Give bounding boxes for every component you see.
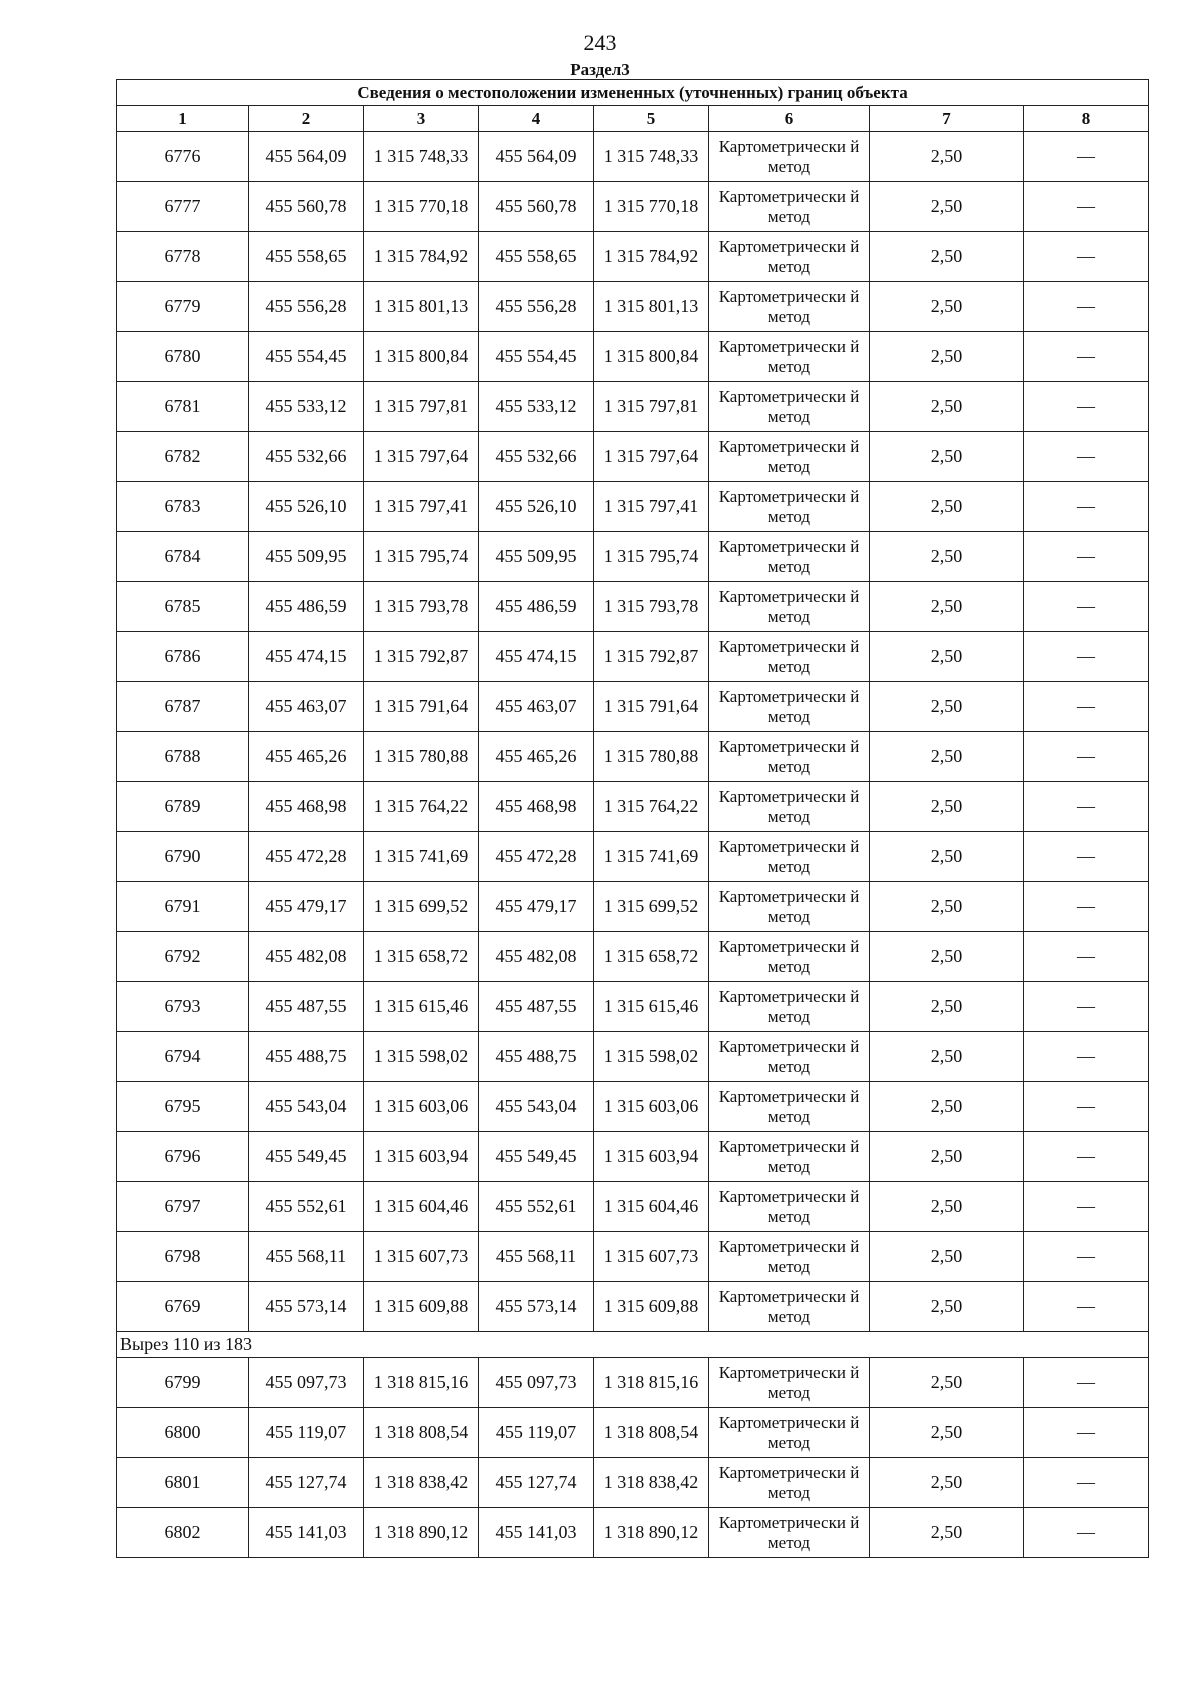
x-existing-cell: 455 560,78 xyxy=(249,182,364,232)
table-row xyxy=(117,1282,1149,1332)
accuracy-cell: 2,50 xyxy=(870,1508,1024,1558)
accuracy-cell: 2,50 xyxy=(870,482,1024,532)
y-refined-cell: 1 318 808,54 xyxy=(594,1408,709,1458)
description-cell: — xyxy=(1024,982,1149,1032)
column-header-row xyxy=(117,106,1149,132)
y-existing-cell: 1 315 607,73 xyxy=(364,1232,479,1282)
y-refined-cell: 1 315 748,33 xyxy=(594,132,709,182)
method-cell: Картометрически й метод xyxy=(709,782,870,832)
table-row xyxy=(117,382,1149,432)
y-existing-cell: 1 318 815,16 xyxy=(364,1358,479,1408)
description-cell: — xyxy=(1024,332,1149,382)
point-number-cell: 6799 xyxy=(117,1358,249,1408)
x-existing-cell: 455 474,15 xyxy=(249,632,364,682)
subsection-row xyxy=(117,1332,1149,1358)
description-cell: — xyxy=(1024,1182,1149,1232)
accuracy-cell: 2,50 xyxy=(870,682,1024,732)
x-refined-cell: 455 533,12 xyxy=(479,382,594,432)
x-existing-cell: 455 463,07 xyxy=(249,682,364,732)
accuracy-cell: 2,50 xyxy=(870,982,1024,1032)
accuracy-cell: 2,50 xyxy=(870,1032,1024,1082)
y-existing-cell: 1 315 770,18 xyxy=(364,182,479,232)
x-refined-cell: 455 463,07 xyxy=(479,682,594,732)
accuracy-cell: 2,50 xyxy=(870,1408,1024,1458)
x-existing-cell: 455 468,98 xyxy=(249,782,364,832)
y-refined-cell: 1 315 780,88 xyxy=(594,732,709,782)
point-number-cell: 6794 xyxy=(117,1032,249,1082)
accuracy-cell: 2,50 xyxy=(870,832,1024,882)
x-existing-cell: 455 472,28 xyxy=(249,832,364,882)
accuracy-cell: 2,50 xyxy=(870,782,1024,832)
x-refined-cell: 455 468,98 xyxy=(479,782,594,832)
x-existing-cell: 455 526,10 xyxy=(249,482,364,532)
table-row xyxy=(117,282,1149,332)
y-refined-cell: 1 318 890,12 xyxy=(594,1508,709,1558)
table-row xyxy=(117,1182,1149,1232)
y-existing-cell: 1 318 808,54 xyxy=(364,1408,479,1458)
y-refined-cell: 1 315 792,87 xyxy=(594,632,709,682)
x-refined-cell: 455 543,04 xyxy=(479,1082,594,1132)
table-caption: Сведения о местоположении измененных (уточненных) границ объекта xyxy=(117,80,1149,106)
description-cell: — xyxy=(1024,132,1149,182)
description-cell: — xyxy=(1024,1282,1149,1332)
x-refined-cell: 455 487,55 xyxy=(479,982,594,1032)
y-existing-cell: 1 315 615,46 xyxy=(364,982,479,1032)
y-refined-cell: 1 315 603,06 xyxy=(594,1082,709,1132)
method-cell: Картометрически й метод xyxy=(709,632,870,682)
x-refined-cell: 455 558,65 xyxy=(479,232,594,282)
description-cell: — xyxy=(1024,232,1149,282)
x-refined-cell: 455 486,59 xyxy=(479,582,594,632)
accuracy-cell: 2,50 xyxy=(870,1182,1024,1232)
point-number-cell: 6778 xyxy=(117,232,249,282)
boundary-coordinates-table xyxy=(116,79,1149,1558)
x-refined-cell: 455 479,17 xyxy=(479,882,594,932)
accuracy-cell: 2,50 xyxy=(870,1132,1024,1182)
x-refined-cell: 455 568,11 xyxy=(479,1232,594,1282)
method-cell: Картометрически й метод xyxy=(709,732,870,782)
method-cell: Картометрически й метод xyxy=(709,1182,870,1232)
x-existing-cell: 455 533,12 xyxy=(249,382,364,432)
point-number-cell: 6788 xyxy=(117,732,249,782)
x-existing-cell: 455 549,45 xyxy=(249,1132,364,1182)
description-cell: — xyxy=(1024,182,1149,232)
y-existing-cell: 1 315 598,02 xyxy=(364,1032,479,1082)
table-row xyxy=(117,732,1149,782)
accuracy-cell: 2,50 xyxy=(870,332,1024,382)
x-existing-cell: 455 141,03 xyxy=(249,1508,364,1558)
description-cell: — xyxy=(1024,682,1149,732)
point-number-cell: 6777 xyxy=(117,182,249,232)
table-row xyxy=(117,532,1149,582)
method-cell: Картометрически й метод xyxy=(709,1508,870,1558)
y-existing-cell: 1 315 609,88 xyxy=(364,1282,479,1332)
column-header: 2 xyxy=(249,106,364,132)
table-row xyxy=(117,1508,1149,1558)
description-cell: — xyxy=(1024,1032,1149,1082)
description-cell: — xyxy=(1024,282,1149,332)
table-row xyxy=(117,1132,1149,1182)
x-refined-cell: 455 482,08 xyxy=(479,932,594,982)
method-cell: Картометрически й метод xyxy=(709,332,870,382)
point-number-cell: 6798 xyxy=(117,1232,249,1282)
x-existing-cell: 455 568,11 xyxy=(249,1232,364,1282)
x-existing-cell: 455 554,45 xyxy=(249,332,364,382)
y-refined-cell: 1 318 815,16 xyxy=(594,1358,709,1408)
section-title: Раздел3 xyxy=(570,60,630,79)
accuracy-cell: 2,50 xyxy=(870,182,1024,232)
y-refined-cell: 1 315 801,13 xyxy=(594,282,709,332)
y-refined-cell: 1 318 838,42 xyxy=(594,1458,709,1508)
method-cell: Картометрически й метод xyxy=(709,232,870,282)
y-existing-cell: 1 315 748,33 xyxy=(364,132,479,182)
y-refined-cell: 1 315 797,41 xyxy=(594,482,709,532)
description-cell: — xyxy=(1024,482,1149,532)
point-number-cell: 6789 xyxy=(117,782,249,832)
table-row xyxy=(117,1408,1149,1458)
x-existing-cell: 455 543,04 xyxy=(249,1082,364,1132)
table-row xyxy=(117,832,1149,882)
description-cell: — xyxy=(1024,382,1149,432)
x-existing-cell: 455 486,59 xyxy=(249,582,364,632)
accuracy-cell: 2,50 xyxy=(870,882,1024,932)
column-header: 7 xyxy=(870,106,1024,132)
x-refined-cell: 455 552,61 xyxy=(479,1182,594,1232)
accuracy-cell: 2,50 xyxy=(870,1232,1024,1282)
y-existing-cell: 1 315 797,41 xyxy=(364,482,479,532)
method-cell: Картометрически й метод xyxy=(709,932,870,982)
y-existing-cell: 1 315 800,84 xyxy=(364,332,479,382)
point-number-cell: 6800 xyxy=(117,1408,249,1458)
table-row xyxy=(117,1458,1149,1508)
description-cell: — xyxy=(1024,832,1149,882)
column-header: 8 xyxy=(1024,106,1149,132)
method-cell: Картометрически й метод xyxy=(709,832,870,882)
page-number: 243 xyxy=(583,30,617,55)
point-number-cell: 6796 xyxy=(117,1132,249,1182)
method-cell: Картометрически й метод xyxy=(709,1358,870,1408)
method-cell: Картометрически й метод xyxy=(709,132,870,182)
accuracy-cell: 2,50 xyxy=(870,1082,1024,1132)
y-existing-cell: 1 315 797,81 xyxy=(364,382,479,432)
description-cell: — xyxy=(1024,632,1149,682)
point-number-cell: 6769 xyxy=(117,1282,249,1332)
description-cell: — xyxy=(1024,1408,1149,1458)
method-cell: Картометрически й метод xyxy=(709,382,870,432)
description-cell: — xyxy=(1024,1508,1149,1558)
method-cell: Картометрически й метод xyxy=(709,482,870,532)
x-existing-cell: 455 564,09 xyxy=(249,132,364,182)
table-row xyxy=(117,982,1149,1032)
x-existing-cell: 455 487,55 xyxy=(249,982,364,1032)
table-row xyxy=(117,1082,1149,1132)
column-header: 6 xyxy=(709,106,870,132)
x-refined-cell: 455 465,26 xyxy=(479,732,594,782)
y-existing-cell: 1 315 658,72 xyxy=(364,932,479,982)
x-existing-cell: 455 488,75 xyxy=(249,1032,364,1082)
x-refined-cell: 455 564,09 xyxy=(479,132,594,182)
table-row xyxy=(117,332,1149,382)
accuracy-cell: 2,50 xyxy=(870,1358,1024,1408)
accuracy-cell: 2,50 xyxy=(870,932,1024,982)
y-refined-cell: 1 315 615,46 xyxy=(594,982,709,1032)
x-existing-cell: 455 558,65 xyxy=(249,232,364,282)
method-cell: Картометрически й метод xyxy=(709,532,870,582)
table-row xyxy=(117,1232,1149,1282)
y-refined-cell: 1 315 609,88 xyxy=(594,1282,709,1332)
x-existing-cell: 455 556,28 xyxy=(249,282,364,332)
y-existing-cell: 1 315 741,69 xyxy=(364,832,479,882)
x-existing-cell: 455 552,61 xyxy=(249,1182,364,1232)
table-row xyxy=(117,1358,1149,1408)
y-refined-cell: 1 315 604,46 xyxy=(594,1182,709,1232)
y-refined-cell: 1 315 741,69 xyxy=(594,832,709,882)
y-existing-cell: 1 315 797,64 xyxy=(364,432,479,482)
y-existing-cell: 1 315 792,87 xyxy=(364,632,479,682)
method-cell: Картометрически й метод xyxy=(709,1082,870,1132)
x-existing-cell: 455 097,73 xyxy=(249,1358,364,1408)
column-header: 5 xyxy=(594,106,709,132)
point-number-cell: 6780 xyxy=(117,332,249,382)
description-cell: — xyxy=(1024,782,1149,832)
method-cell: Картометрически й метод xyxy=(709,682,870,732)
point-number-cell: 6782 xyxy=(117,432,249,482)
y-refined-cell: 1 315 699,52 xyxy=(594,882,709,932)
y-existing-cell: 1 315 699,52 xyxy=(364,882,479,932)
accuracy-cell: 2,50 xyxy=(870,432,1024,482)
table-row xyxy=(117,1032,1149,1082)
x-refined-cell: 455 141,03 xyxy=(479,1508,594,1558)
accuracy-cell: 2,50 xyxy=(870,382,1024,432)
table-caption-row xyxy=(117,80,1149,106)
x-existing-cell: 455 482,08 xyxy=(249,932,364,982)
x-existing-cell: 455 119,07 xyxy=(249,1408,364,1458)
accuracy-cell: 2,50 xyxy=(870,582,1024,632)
y-refined-cell: 1 315 791,64 xyxy=(594,682,709,732)
x-refined-cell: 455 549,45 xyxy=(479,1132,594,1182)
point-number-cell: 6786 xyxy=(117,632,249,682)
y-refined-cell: 1 315 784,92 xyxy=(594,232,709,282)
description-cell: — xyxy=(1024,1458,1149,1508)
column-header: 4 xyxy=(479,106,594,132)
y-refined-cell: 1 315 797,81 xyxy=(594,382,709,432)
method-cell: Картометрически й метод xyxy=(709,1132,870,1182)
description-cell: — xyxy=(1024,582,1149,632)
accuracy-cell: 2,50 xyxy=(870,632,1024,682)
y-refined-cell: 1 315 795,74 xyxy=(594,532,709,582)
table-body xyxy=(117,80,1149,1558)
point-number-cell: 6779 xyxy=(117,282,249,332)
method-cell: Картометрически й метод xyxy=(709,582,870,632)
y-existing-cell: 1 315 603,94 xyxy=(364,1132,479,1182)
x-refined-cell: 455 472,28 xyxy=(479,832,594,882)
point-number-cell: 6781 xyxy=(117,382,249,432)
y-refined-cell: 1 315 770,18 xyxy=(594,182,709,232)
point-number-cell: 6802 xyxy=(117,1508,249,1558)
accuracy-cell: 2,50 xyxy=(870,732,1024,782)
x-refined-cell: 455 509,95 xyxy=(479,532,594,582)
x-existing-cell: 455 532,66 xyxy=(249,432,364,482)
x-refined-cell: 455 554,45 xyxy=(479,332,594,382)
y-refined-cell: 1 315 603,94 xyxy=(594,1132,709,1182)
table-row xyxy=(117,132,1149,182)
column-header: 1 xyxy=(117,106,249,132)
description-cell: — xyxy=(1024,1232,1149,1282)
point-number-cell: 6797 xyxy=(117,1182,249,1232)
table-row xyxy=(117,482,1149,532)
y-existing-cell: 1 315 780,88 xyxy=(364,732,479,782)
table-row xyxy=(117,882,1149,932)
point-number-cell: 6787 xyxy=(117,682,249,732)
accuracy-cell: 2,50 xyxy=(870,132,1024,182)
accuracy-cell: 2,50 xyxy=(870,532,1024,582)
point-number-cell: 6793 xyxy=(117,982,249,1032)
y-existing-cell: 1 315 603,06 xyxy=(364,1082,479,1132)
subsection-title: Вырез 110 из 183 xyxy=(117,1332,1149,1358)
table-row xyxy=(117,432,1149,482)
x-existing-cell: 455 127,74 xyxy=(249,1458,364,1508)
accuracy-cell: 2,50 xyxy=(870,1458,1024,1508)
y-existing-cell: 1 315 604,46 xyxy=(364,1182,479,1232)
x-existing-cell: 455 465,26 xyxy=(249,732,364,782)
x-refined-cell: 455 119,07 xyxy=(479,1408,594,1458)
y-refined-cell: 1 315 658,72 xyxy=(594,932,709,982)
point-number-cell: 6790 xyxy=(117,832,249,882)
y-refined-cell: 1 315 764,22 xyxy=(594,782,709,832)
x-refined-cell: 455 532,66 xyxy=(479,432,594,482)
point-number-cell: 6801 xyxy=(117,1458,249,1508)
method-cell: Картометрически й метод xyxy=(709,1408,870,1458)
x-existing-cell: 455 573,14 xyxy=(249,1282,364,1332)
method-cell: Картометрически й метод xyxy=(709,982,870,1032)
y-existing-cell: 1 315 791,64 xyxy=(364,682,479,732)
y-refined-cell: 1 315 793,78 xyxy=(594,582,709,632)
point-number-cell: 6795 xyxy=(117,1082,249,1132)
point-number-cell: 6776 xyxy=(117,132,249,182)
y-existing-cell: 1 315 793,78 xyxy=(364,582,479,632)
x-refined-cell: 455 488,75 xyxy=(479,1032,594,1082)
method-cell: Картометрически й метод xyxy=(709,1458,870,1508)
description-cell: — xyxy=(1024,1132,1149,1182)
description-cell: — xyxy=(1024,932,1149,982)
y-existing-cell: 1 315 801,13 xyxy=(364,282,479,332)
x-refined-cell: 455 556,28 xyxy=(479,282,594,332)
point-number-cell: 6783 xyxy=(117,482,249,532)
x-refined-cell: 455 127,74 xyxy=(479,1458,594,1508)
table-row xyxy=(117,782,1149,832)
method-cell: Картометрически й метод xyxy=(709,1232,870,1282)
y-existing-cell: 1 318 890,12 xyxy=(364,1508,479,1558)
method-cell: Картометрически й метод xyxy=(709,882,870,932)
y-existing-cell: 1 315 795,74 xyxy=(364,532,479,582)
description-cell: — xyxy=(1024,1358,1149,1408)
table-row xyxy=(117,582,1149,632)
point-number-cell: 6784 xyxy=(117,532,249,582)
method-cell: Картометрически й метод xyxy=(709,1282,870,1332)
point-number-cell: 6785 xyxy=(117,582,249,632)
y-refined-cell: 1 315 800,84 xyxy=(594,332,709,382)
method-cell: Картометрически й метод xyxy=(709,1032,870,1082)
x-refined-cell: 455 474,15 xyxy=(479,632,594,682)
method-cell: Картометрически й метод xyxy=(709,432,870,482)
column-header: 3 xyxy=(364,106,479,132)
accuracy-cell: 2,50 xyxy=(870,232,1024,282)
point-number-cell: 6791 xyxy=(117,882,249,932)
description-cell: — xyxy=(1024,532,1149,582)
method-cell: Картометрически й метод xyxy=(709,182,870,232)
description-cell: — xyxy=(1024,882,1149,932)
table-row xyxy=(117,182,1149,232)
x-existing-cell: 455 509,95 xyxy=(249,532,364,582)
method-cell: Картометрически й метод xyxy=(709,282,870,332)
y-existing-cell: 1 315 784,92 xyxy=(364,232,479,282)
y-refined-cell: 1 315 797,64 xyxy=(594,432,709,482)
y-refined-cell: 1 315 607,73 xyxy=(594,1232,709,1282)
accuracy-cell: 2,50 xyxy=(870,1282,1024,1332)
x-refined-cell: 455 097,73 xyxy=(479,1358,594,1408)
y-refined-cell: 1 315 598,02 xyxy=(594,1032,709,1082)
table-row xyxy=(117,682,1149,732)
x-refined-cell: 455 560,78 xyxy=(479,182,594,232)
accuracy-cell: 2,50 xyxy=(870,282,1024,332)
table-row xyxy=(117,232,1149,282)
description-cell: — xyxy=(1024,432,1149,482)
y-existing-cell: 1 318 838,42 xyxy=(364,1458,479,1508)
table-row xyxy=(117,632,1149,682)
description-cell: — xyxy=(1024,1082,1149,1132)
x-refined-cell: 455 573,14 xyxy=(479,1282,594,1332)
x-refined-cell: 455 526,10 xyxy=(479,482,594,532)
description-cell: — xyxy=(1024,732,1149,782)
y-existing-cell: 1 315 764,22 xyxy=(364,782,479,832)
table-row xyxy=(117,932,1149,982)
x-existing-cell: 455 479,17 xyxy=(249,882,364,932)
point-number-cell: 6792 xyxy=(117,932,249,982)
